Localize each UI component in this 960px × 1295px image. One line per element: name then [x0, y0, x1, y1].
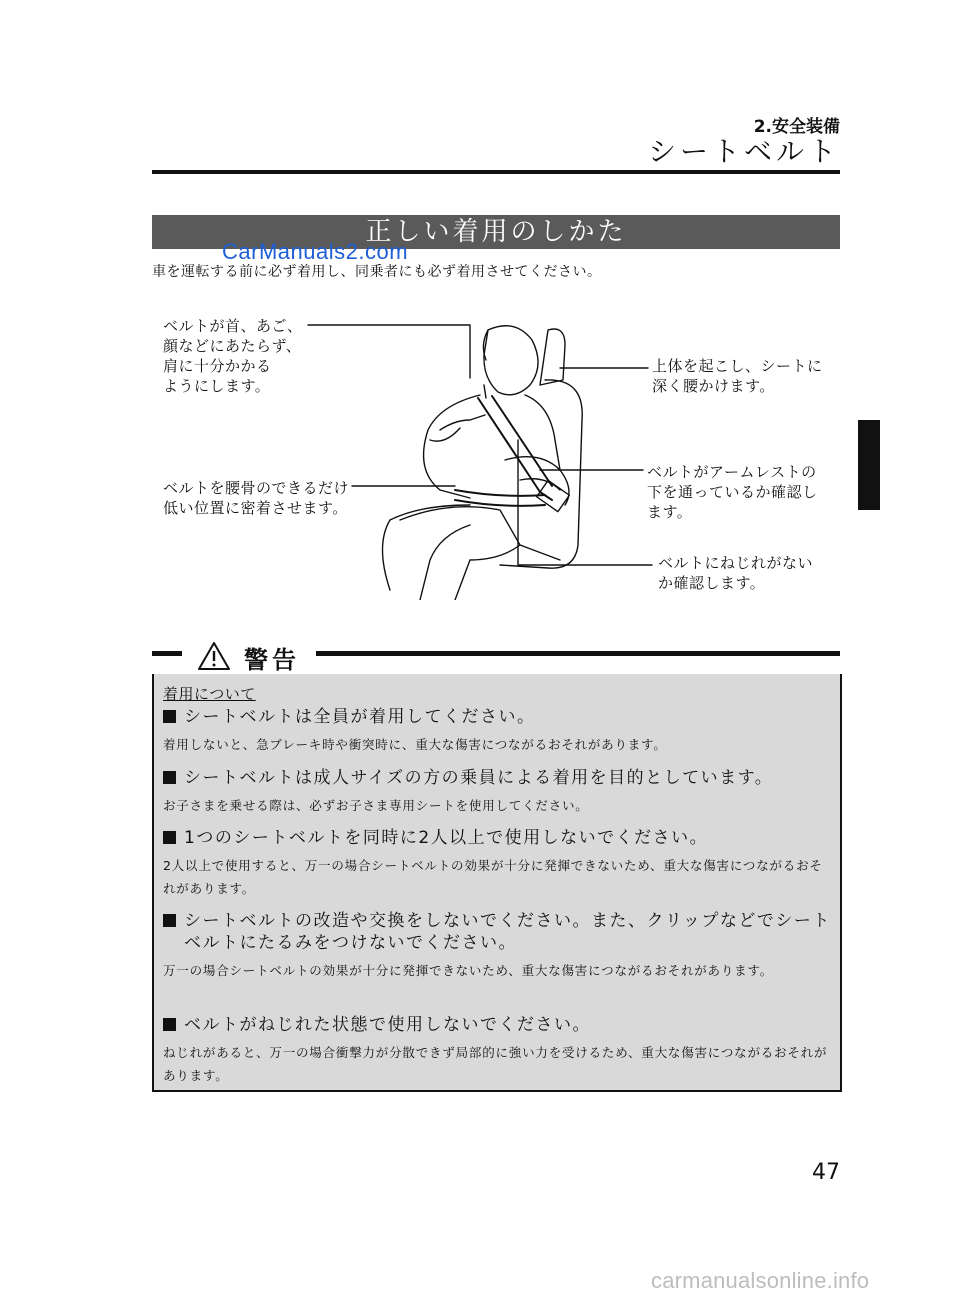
warning-topic: 着用について — [163, 685, 256, 703]
warning-item — [163, 1014, 833, 1087]
warning-bar-left — [152, 651, 182, 656]
warning-item — [163, 910, 833, 982]
intro-text: 車を運転する前に必ず着用し、同乗者にも必ず着用させてください。 — [152, 264, 602, 280]
page-number: 47 — [812, 1160, 840, 1185]
square-bullet-icon — [163, 1018, 176, 1031]
callout-neck: ベルトが首、あご、 顔などにあたらず、 肩に十分かかる ようにします。 — [163, 317, 303, 395]
warning-item-heading: ベルトがねじれた状態で使用しないでください。 — [184, 1015, 591, 1035]
chapter-tab — [858, 420, 880, 510]
warning-item-body: ねじれがあると、万一の場合衝撃力が分散できず局部的に強い力を受けるため、重大な傷害につながるおそれがあります。 — [163, 1045, 828, 1083]
warning-item-body: お子さまを乗せる際は、必ずお子さま専用シートを使用してください。 — [163, 798, 589, 813]
square-bullet-icon — [163, 914, 176, 927]
square-bullet-icon — [163, 831, 176, 844]
callout-armrest: ベルトがアームレストの 下を通っているか確認し ます。 — [647, 463, 818, 521]
section-heading: 正しい着用のしかた — [152, 215, 840, 249]
warning-triangle-icon — [196, 640, 232, 672]
warning-title: 警告 — [244, 646, 300, 674]
warning-item-body: 万一の場合シートベルトの効果が十分に発揮できないため、重大な傷害につながるおそれがあります。 — [163, 963, 774, 978]
callout-posture: 上体を起こし、シートに 深く腰かけます。 — [652, 357, 823, 395]
warning-item-heading: シートベルトは全員が着用してください。 — [184, 707, 536, 727]
warning-item — [163, 706, 833, 756]
header-rule — [152, 170, 840, 174]
warning-item-heading: 1つのシートベルトを同時に2人以上で使用しないでください。 — [184, 828, 709, 848]
warning-item-heading: シートベルトは成人サイズの方の乗員による着用を目的としています。 — [184, 768, 774, 788]
callout-twist: ベルトにねじれがない か確認します。 — [658, 554, 814, 592]
watermark-link[interactable]: CarManuals2.com — [222, 239, 409, 264]
warning-item — [163, 827, 833, 900]
square-bullet-icon — [163, 710, 176, 723]
page-title: シートベルト — [647, 135, 840, 168]
footer-site-link[interactable]: carmanualsonline.info — [651, 1268, 870, 1293]
warning-item-heading: シートベルトの改造や交換をしないでください。また、クリップなどでシートベルトにたるみをつけないでください。 — [184, 911, 831, 953]
section-label: 2.安全装備 — [753, 117, 840, 137]
square-bullet-icon — [163, 771, 176, 784]
callout-hip: ベルトを腰骨のできるだけ 低い位置に密着させます。 — [163, 479, 350, 517]
warning-item — [163, 767, 833, 817]
warning-item-body: 着用しないと、急ブレーキ時や衝突時に、重大な傷害につながるおそれがあります。 — [163, 737, 667, 752]
warning-item-body: 2人以上で使用すると、万一の場合シートベルトの効果が十分に発揮できないため、重大な傷害につながるおそれがあります。 — [163, 858, 823, 896]
warning-bar-right — [316, 651, 840, 656]
